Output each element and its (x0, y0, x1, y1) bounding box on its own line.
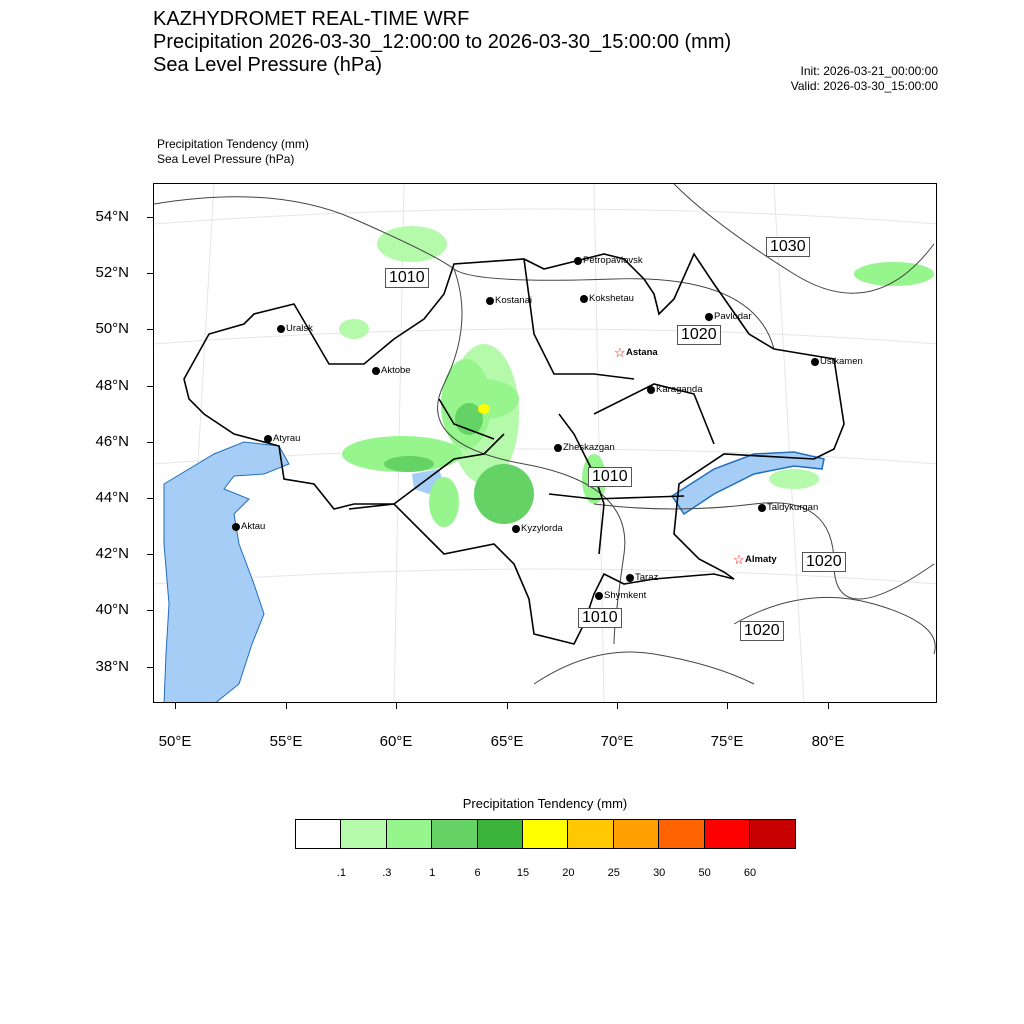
capital-star-icon: ☆ (614, 345, 626, 360)
city-label: Taraz (635, 572, 659, 583)
lon-tick (396, 703, 397, 709)
contour-label: 1010 (385, 268, 429, 288)
caspian-sea (164, 442, 289, 703)
colorbar-swatch (478, 820, 523, 848)
lat-label: 52°N (95, 264, 129, 281)
slp-field-label: Sea Level Pressure (hPa) (157, 152, 295, 166)
lon-tick (617, 703, 618, 709)
lat-tick (147, 554, 153, 555)
city-dot-icon (554, 444, 562, 452)
city-dot-icon (486, 297, 494, 305)
capital-star-icon: ☆ (733, 552, 745, 567)
colorbar-tick-label: 60 (743, 867, 757, 879)
city-dot-icon (277, 325, 285, 333)
city-label: Kyzylorda (521, 523, 563, 534)
colorbar-swatch (568, 820, 613, 848)
city-label: Atyrau (273, 433, 301, 444)
time-info (791, 64, 938, 94)
city-label: Astana (626, 347, 658, 358)
city-label: Zheskazgan (563, 442, 615, 453)
lat-label: 54°N (95, 208, 129, 225)
lat-label: 38°N (95, 658, 129, 675)
city-dot-icon (264, 435, 272, 443)
colorbar-swatch (387, 820, 432, 848)
city-dot-icon (595, 592, 603, 600)
colorbar-tick-label: .1 (336, 867, 346, 879)
valid-time: Valid: 2026-03-30_15:00:00 (790, 79, 938, 93)
city-label: Petropavlovsk (583, 255, 643, 266)
city-dot-icon (372, 367, 380, 375)
map-panel[interactable] (153, 183, 937, 703)
field-labels (157, 137, 309, 167)
colorbar-tick-label: 6 (474, 867, 481, 879)
city-label: Uralsk (286, 323, 313, 334)
colorbar-swatch (750, 820, 795, 848)
lat-label: 48°N (95, 377, 129, 394)
city-dot-icon (580, 295, 588, 303)
map-canvas (154, 184, 937, 703)
lon-tick (175, 703, 176, 709)
colorbar-title: Precipitation Tendency (mm) (462, 796, 628, 811)
colorbar-tick-label: .3 (382, 867, 392, 879)
lat-tick (147, 610, 153, 611)
city-dot-icon (512, 525, 520, 533)
lat-label: 44°N (95, 489, 129, 506)
colorbar-tick-label: 20 (562, 867, 575, 879)
colorbar-swatch (341, 820, 386, 848)
init-time: Init: 2026-03-21_00:00:00 (800, 64, 938, 78)
lat-tick (147, 329, 153, 330)
city-dot-icon (811, 358, 819, 366)
city-label: Kokshetau (589, 293, 634, 304)
colorbar-swatch (296, 820, 341, 848)
city-dot-icon (758, 504, 766, 512)
lon-tick (507, 703, 508, 709)
lon-tick (727, 703, 728, 709)
lon-label: 50°E (158, 733, 192, 750)
contour-label: 1020 (802, 552, 846, 572)
lat-tick (147, 442, 153, 443)
colorbar-tick-label: 30 (653, 867, 666, 879)
precip-field-label: Precipitation Tendency (mm) (157, 137, 309, 151)
slp-contours (154, 184, 935, 684)
lon-label: 70°E (600, 733, 634, 750)
city-dot-icon (647, 386, 655, 394)
lon-label: 80°E (811, 733, 845, 750)
city-dot-icon (574, 257, 582, 265)
city-dot-icon (232, 523, 240, 531)
lat-tick (147, 273, 153, 274)
contour-label: 1020 (677, 325, 721, 345)
lon-tick (828, 703, 829, 709)
colorbar-tick-label: 1 (429, 867, 436, 879)
lat-label: 40°N (95, 601, 129, 618)
lat-tick (147, 217, 153, 218)
city-label: Aktobe (381, 365, 411, 376)
colorbar-swatch (659, 820, 704, 848)
title-line-2: Precipitation 2026-03-30_12:00:00 to 2026-03-30_15:00:00 (mm) (153, 31, 732, 53)
city-dot-icon (626, 574, 634, 582)
lat-tick (147, 498, 153, 499)
lat-label: 46°N (95, 433, 129, 450)
contour-label: 1010 (588, 467, 632, 487)
lat-label: 50°N (95, 320, 129, 337)
colorbar-tick-label: 25 (607, 867, 620, 879)
contour-label: 1030 (766, 237, 810, 257)
lon-label: 55°E (269, 733, 303, 750)
lat-tick (147, 386, 153, 387)
contour-label: 1020 (740, 621, 784, 641)
colorbar-tick-label: 15 (516, 867, 530, 879)
lat-tick (147, 667, 153, 668)
title-block (153, 8, 731, 77)
city-label: Kostanai (495, 295, 532, 306)
colorbar-tick-label: 50 (698, 867, 711, 879)
city-label: Almaty (745, 554, 777, 565)
city-label: Taldykurgan (767, 502, 819, 513)
city-label: Karaganda (656, 384, 703, 395)
lon-label: 60°E (379, 733, 413, 750)
title-line-1: KAZHYDROMET REAL-TIME WRF (153, 8, 470, 30)
title-line-3: Sea Level Pressure (hPa) (153, 54, 383, 76)
colorbar-swatch (523, 820, 568, 848)
city-label: Ustkamen (820, 356, 863, 367)
lat-label: 42°N (95, 545, 129, 562)
city-label: Aktau (241, 521, 266, 532)
lon-label: 65°E (490, 733, 524, 750)
lon-label: 75°E (710, 733, 744, 750)
city-dot-icon (705, 313, 713, 321)
colorbar (295, 819, 796, 849)
contour-label: 1010 (578, 608, 622, 628)
city-label: Shymkent (604, 590, 647, 601)
colorbar-swatch (432, 820, 477, 848)
city-label: Pavlodar (714, 311, 752, 322)
lon-tick (286, 703, 287, 709)
colorbar-swatch (705, 820, 750, 848)
colorbar-swatch (614, 820, 659, 848)
